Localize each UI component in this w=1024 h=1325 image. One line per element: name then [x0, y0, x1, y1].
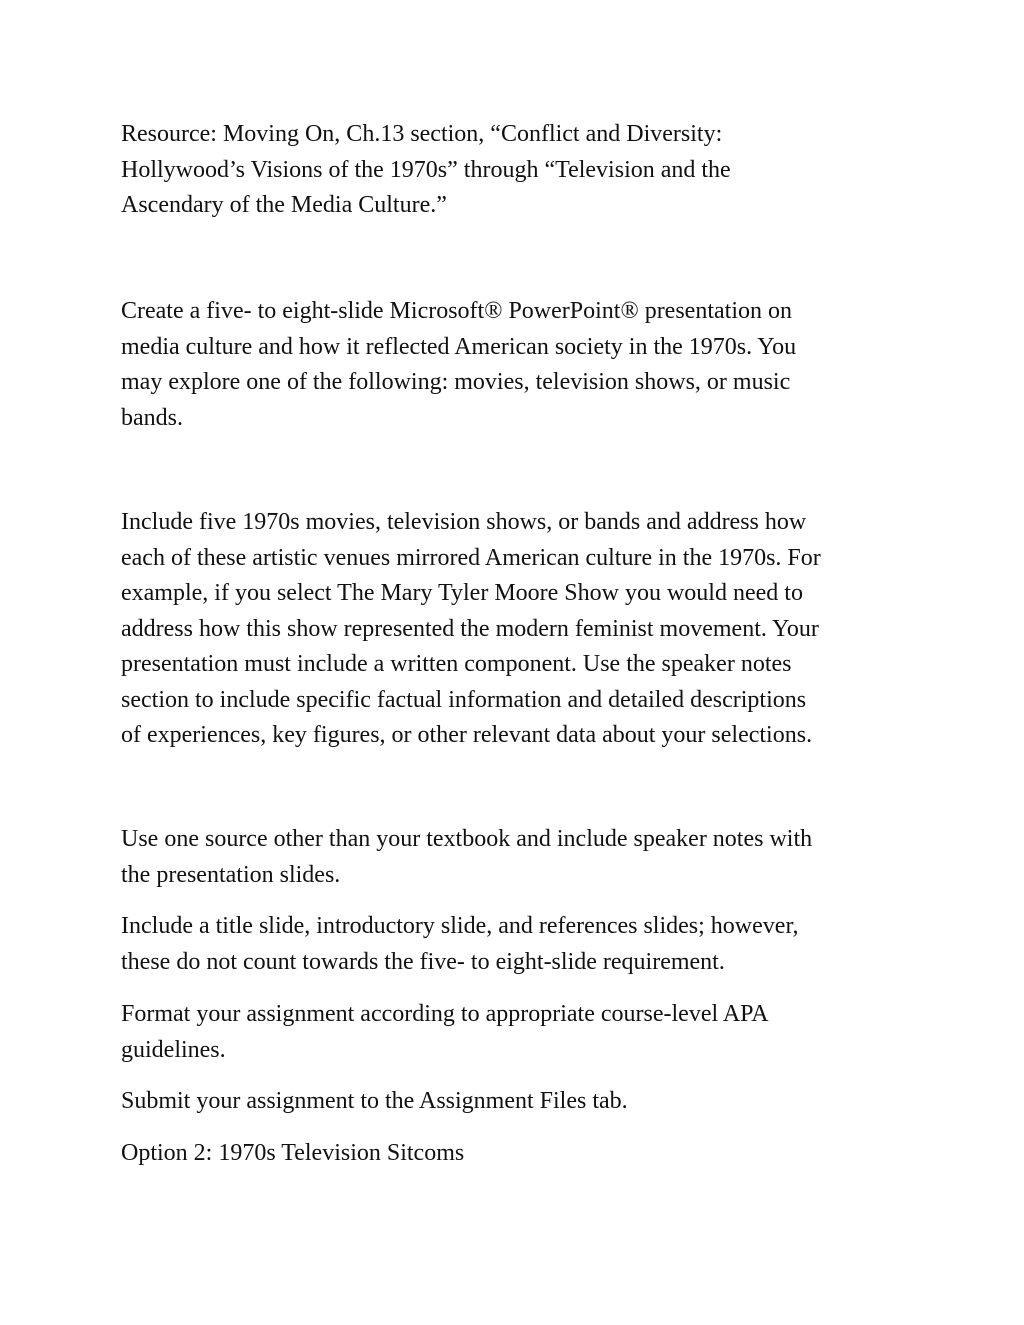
text-line: Option 2: 1970s Television Sitcoms — [121, 1140, 465, 1166]
text-line: Include a title slide, introductory slide, and references slides; however, — [121, 913, 799, 939]
text-line: guidelines. — [121, 1036, 226, 1063]
resource-paragraph — [121, 117, 731, 224]
text-line: presentation must include a written component. Use the speaker notes — [121, 651, 792, 677]
create-presentation-paragraph — [121, 294, 796, 436]
text-line: address how this show represented the modern feminist movement. Your — [121, 615, 819, 642]
text-line: the presentation slides. — [121, 861, 341, 888]
text-line: of experiences, key figures, or other relevant data about your selections. — [121, 722, 813, 748]
text-line: Format your assignment according to appropriate course-level APA — [121, 1001, 769, 1027]
title-slide-paragraph — [121, 909, 798, 980]
include-five-paragraph — [121, 505, 821, 754]
format-paragraph — [121, 997, 769, 1068]
text-line: Hollywood’s Visions of the 1970s” through “Television and the — [121, 156, 731, 183]
text-line: bands. — [121, 404, 183, 431]
text-line: each of these artistic venues mirrored American culture in the 1970s. For — [121, 544, 821, 571]
option-paragraph — [121, 1136, 464, 1172]
text-line: section to include specific factual information and detailed descriptions — [121, 686, 807, 713]
text-line: media culture and how it reflected American society in the 1970s. You — [121, 333, 797, 360]
text-line: Create a five- to eight-slide Microsoft® PowerPoint® presentation on — [121, 298, 792, 324]
use-source-paragraph — [121, 822, 812, 893]
text-line: these do not count towards the five- to eight-slide requirement. — [121, 948, 725, 975]
text-line: Include five 1970s movies, television shows, or bands and address how — [121, 509, 807, 535]
text-line: Submit your assignment to the Assignment Files tab. — [121, 1088, 628, 1114]
submit-paragraph — [121, 1084, 628, 1120]
text-line: Ascendary of the Media Culture.” — [121, 192, 447, 218]
text-line: may explore one of the following: movies, television shows, or music — [121, 369, 791, 395]
text-line: Resource: Moving On, Ch.13 section, “Conflict and Diversity: — [121, 121, 723, 147]
text-line: Use one source other than your textbook and include speaker notes with — [121, 826, 813, 852]
text-line: example, if you select The Mary Tyler Moore Show you would need to — [121, 580, 803, 606]
